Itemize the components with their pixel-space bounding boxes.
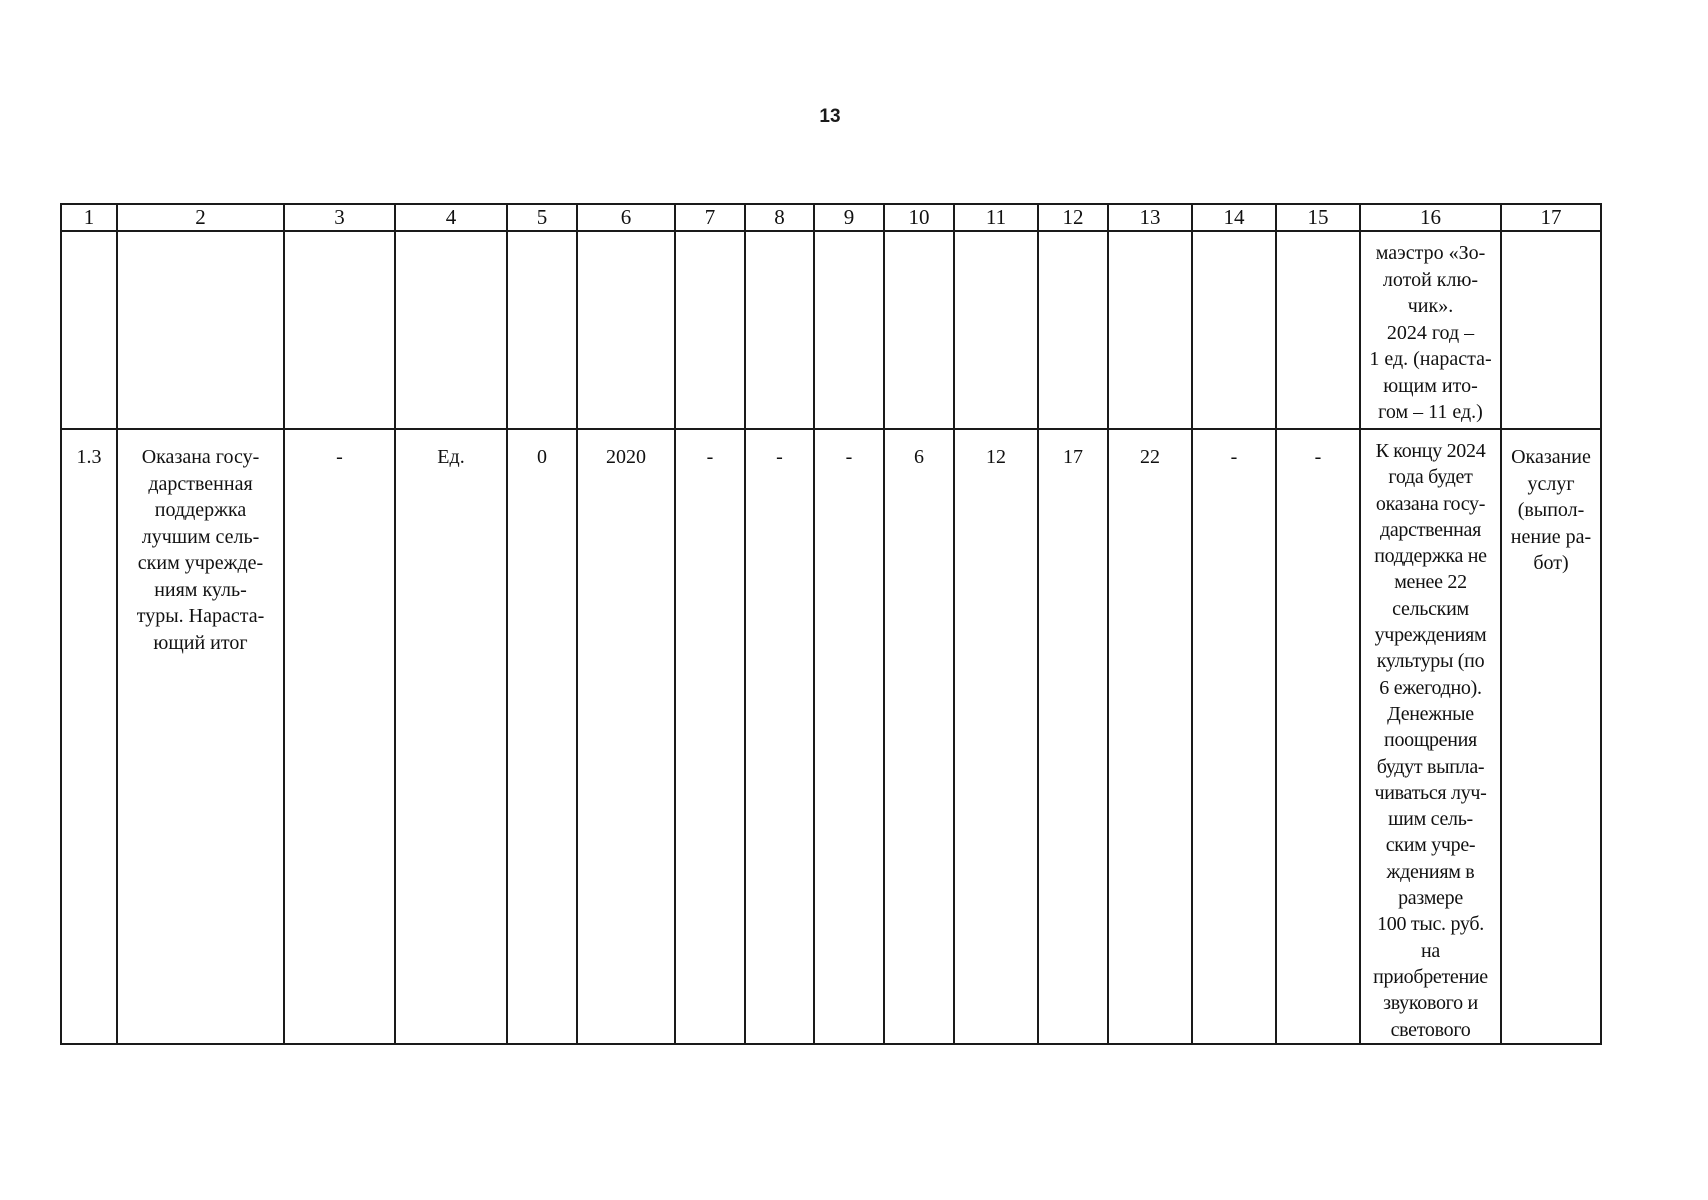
cell-value: -: [706, 446, 714, 468]
table-cell: [577, 231, 675, 429]
column-header: 14: [1192, 204, 1276, 231]
table-cell: [1276, 231, 1360, 429]
table-cell: [117, 429, 284, 1044]
row-number: 1.3: [76, 446, 102, 468]
table-cell: [507, 429, 577, 1044]
continuation-result-text: маэстро «Зо- лотой клю- чик». 2024 год – 1 ед. (нараста- ющим ито- гом – 11 ед.): [1369, 242, 1492, 423]
table-row: [61, 429, 1601, 1044]
column-header: 2: [117, 204, 284, 231]
table-cell: [675, 429, 745, 1044]
column-header: 10: [884, 204, 954, 231]
table-cell: [284, 231, 395, 429]
table-cell: [675, 231, 745, 429]
unit-of-measure: Ед.: [437, 446, 465, 468]
table-cell: [1192, 429, 1276, 1044]
table-cell: [395, 429, 507, 1044]
column-header: 9: [814, 204, 884, 231]
result-type: Оказание услуг (выпол- нение ра- бот): [1510, 446, 1592, 574]
table-cell: [745, 429, 814, 1044]
header-row: [61, 204, 1601, 231]
column-header: 3: [284, 204, 395, 231]
column-header: 11: [954, 204, 1038, 231]
table-cell: [507, 231, 577, 429]
table-cell: [61, 429, 117, 1044]
indicators-table: [60, 203, 1602, 1045]
page-number: 13: [819, 106, 841, 127]
table-cell: [284, 429, 395, 1044]
cell-value: 17: [1063, 446, 1083, 468]
column-header: 17: [1501, 204, 1601, 231]
table-cell: [954, 429, 1038, 1044]
cell-value: 22: [1140, 446, 1160, 468]
table-row-continuation: [61, 231, 1601, 429]
table-cell: [1108, 231, 1192, 429]
base-value: 0: [537, 446, 547, 468]
indicator-name: Оказана госу- дарственная поддержка лучшим сель- ским учрежде- ниям куль- туры. Нараста- ющий итог: [136, 446, 265, 654]
table-cell: [814, 429, 884, 1044]
table-cell: [1038, 429, 1108, 1044]
column-header: 13: [1108, 204, 1192, 231]
table-cell: [1038, 231, 1108, 429]
cell-value: 12: [986, 446, 1006, 468]
table-cell: [1360, 231, 1501, 429]
column-header: 1: [61, 204, 117, 231]
table-cell: [1501, 231, 1601, 429]
table-cell: [954, 231, 1038, 429]
column-header: 6: [577, 204, 675, 231]
column-header: 8: [745, 204, 814, 231]
cell-value: -: [1314, 446, 1322, 468]
column-header: 15: [1276, 204, 1360, 231]
table-cell: [884, 429, 954, 1044]
column-header: 5: [507, 204, 577, 231]
table-cell: [745, 231, 814, 429]
table-cell: [61, 231, 117, 429]
column-header: 16: [1360, 204, 1501, 231]
table-cell: [1360, 429, 1501, 1044]
table-cell: [884, 231, 954, 429]
cell-value: 6: [914, 446, 924, 468]
table-cell: [117, 231, 284, 429]
cell-value: -: [1230, 446, 1238, 468]
table-cell: [395, 231, 507, 429]
table-cell: [577, 429, 675, 1044]
cell-value: -: [776, 446, 783, 468]
cell-value: -: [845, 446, 853, 468]
column-header: 4: [395, 204, 507, 231]
column-header: 12: [1038, 204, 1108, 231]
table-cell: [1276, 429, 1360, 1044]
table-cell: [814, 231, 884, 429]
column-header: 7: [675, 204, 745, 231]
table-cell: [1501, 429, 1601, 1044]
base-year: 2020: [606, 446, 646, 468]
table-cell: [1108, 429, 1192, 1044]
cell-value: -: [336, 446, 343, 468]
result-description: К концу 2024 года будет оказана госу- дарственная поддержка не менее 22 сельским учреждениям культуры (по 6 ежегодно). Денежные поощрения будут выпла- чиваться луч- шим сель- ским учре- ждениям в размере 100 тыс. руб. на приобретение звукового и светового: [1373, 440, 1488, 1041]
table-cell: [1192, 231, 1276, 429]
